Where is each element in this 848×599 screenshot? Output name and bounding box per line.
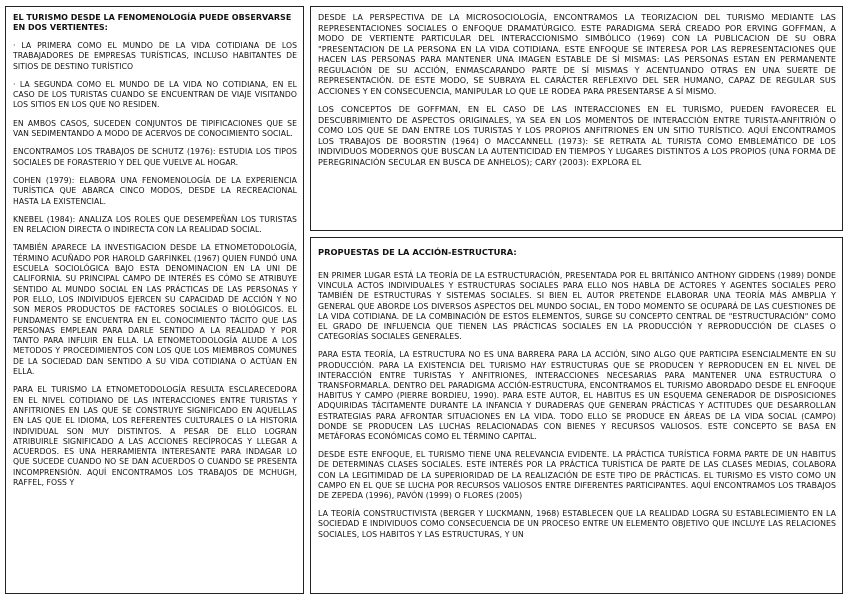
paragraph: TAMBIÉN APARECE LA INVESTIGACION DESDE LA ETNOMETODOLOGÍA, TÉRMINO ACUÑADO POR HAROLD GARFINKEL (1967) QUIEN FUNDÓ UNA ESCUELA SOCIOLÓGICA BAJO ESTA DENOMINACION EN LA UNI DE CALIFORNIA. SU PRINCIPAL CAMPO DE INTERÉS ES CÓMO SE ATRIBUYE SENTIDO AL MUNDO SOCIAL EN LAS PRÁCTICAS DE LAS PERSONAS Y POR ELLO, LOS INDIVIDUOS EJERCEN SU CAPACIDAD DE ACCIÓN Y NO SON MEROS PRODUCTOS DE FACTORES SOCIALES O BIOLÓGICOS. EL FUNDAMENTO SE ENCUENTRA EN EL CONOCIMIENTO TÁCITO QUE LAS PERSONAS EMPLEAN PARA DARLE SENTIDO A LA REALIDAD Y POR TANTO PARA INFLUIR EN ELLA. LA ETNOMETODOLOGÍA ALUDE A LOS METODOS Y PROCEDIMIENTOS CON LOS QUE LOS MIEMBROS COMUNES DE LA SOCIEDAD DAN SENTIDO A SU VIDA COTIDIANA O ACTÚAN EN ELLA. bbox=[13, 243, 297, 377]
left-column-box bbox=[5, 6, 304, 594]
section-heading-fenomenologia: EL TURISMO DESDE LA FENOMENOLOGÍA PUEDE OBSERVARSE EN DOS VERTIENTES: bbox=[13, 13, 292, 32]
paragraph: EN PRIMER LUGAR ESTÁ LA TEORÍA DE LA ESTRUCTURACIÓN, PRESENTADA POR EL BRITÁNICO ANTHONY GIDDENS (1989) DONDE VINCULA ACTOS INDIVIDUALES Y ESTRUCTURAS SOCIALES PARA ELLO NOS HABLA DE ACTORES Y AGENTES SOCIALES PERO TAMBIÉN DE ESTRUCTURAS Y SISTEMAS SOCIALES. SI BIEN EL AUTOR PRETENDE ELABORAR UNA TEORÍA MÁS AMBPLIA Y GENERAL QUE ABORDE LOS DIVERSOS ASPECTOS DEL MUNDO SOCIAL, EN TODO MOMENTO SE OCUPARÁ DE LAS CUESTIONES DE LA VIDA COTIDIANA. DE LA COMBINACIÓN DE ESTOS ELEMENTOS, SURGE SU CONCEPTO CENTRAL DE "ESTRUCTURACIÓN" COMO EL GRADO DE INFLUENCIA QUE TIENEN LAS PRÁCTICAS SOCIALES EN LA PRODUCCIÓN Y REPRODUCCIÓN DE CLASES O CATEGORÍAS SOCIALES GENERALES. bbox=[318, 271, 836, 342]
paragraph: PARA ESTA TEORÍA, LA ESTRUCTURA NO ES UNA BARRERA PARA LA ACCIÓN, SINO ALGO QUE PARTICIPA ESENCIALMENTE EN SU PRODUCCIÓN. PARA LA EXISTENCIA DEL TURISMO HAY ESTRUCTURAS QUE SE PRODUCEN Y REPRODUCEN EN EL NIVEL DE INTERACCIÓN ENTRE TURISTAS Y ANFITRIONES, INTERACCIONES NECESARIAS PARA MANTENER UNA ESTRUCTURA O TRANSFORMARLA. DENTRO DEL PARADIGMA ACCIÓN-ESTRUCTURA, ENCONTRAMOS EL TURISMO ABORDADO DESDE EL ENFOQUE HABITUS Y CAMPO (PIERRE BORDIEU, 1990). PARA ESTE AUTOR, EL HABITUS ES UN ESQUEMA GENERADOR DE DISPOSICIONES ADQUIRIDAS TÁCITAMENTE DURANTE LA INFANCIA Y DURADERAS QUE GENERAN PRÁCTICAS Y ACTITUDES QUE DESARROLLAN ESTRATEGIAS PARA AFRONTAR SITUACIONES EN LA VIDA. TODO ELLO SE PRODUCE EN ÁREAS DE LA VIDA SOCIAL (CAMPO) DONDE SE PRODUCEN LAS LUCHAS RELACIONADAS CON BIENES Y RECURSOS VALIOSOS. ESTE CONCEPTO SE BASA EN METÁFORAS ECONÓMICAS COMO EL TÉRMINO CAPITAL. bbox=[318, 350, 836, 442]
paragraph: DESDE ESTE ENFOQUE, EL TURISMO TIENE UNA RELEVANCIA EVIDENTE. LA PRÁCTICA TURÍSTICA FORMA PARTE DE UN HABITUS DE DETERMINAS CLASES SOCIALES. ESTE INTERÉS POR LA PRÁCTICA TURÍSTICA DE PARTE DE LAS CLASES MEDIAS, COLABORA CON LA LEGITIMIDAD DE LA SUPERIORIDAD DE LA REALIZACIÓN DE ESTE TIPO DE PRÁCTICAS. EL TURISMO ES VISTO COMO UN CAMPO EN EL QUE SE LUCHA POR RECURSOS VALIOSOS ENTRE DIFERENTES PARTICIPANTES. AQUÍ ENCONTRAMOS LOS TRABAJOS DE ZEPEDA (1996), PAVÓN (1999) O FLORES (2005) bbox=[318, 450, 836, 501]
paragraph: LOS CONCEPTOS DE GOFFMAN, EN EL CASO DE LAS INTERACCIONES EN EL TURISMO, PUEDEN FAVORECER EL DESCUBRIMIENTO DE ASPECTOS ORIGINALES, YA SEA EN LOS MOMENTOS DE INTERACCIÓN ENTRE TURISTA-ANFITRIÓN O COMO LOS QUE SE DAN ENTRE LOS TURISTAS Y LOS PROPIOS ANFITRIONES EN UN SITIO TURÍSTICO. AQUÍ ENCONTRAMOS LOS TRABAJOS DE BOORSTIN (1964) O MACCANNELL (1973): SE RETRATA AL TURISTA COMO EMBLEMÁTICO DE LOS INDIVIDUOS MODERNOS QUE BUSCAN LA AUTENTICIDAD EN TIEMPOS Y LUGARES DISTINTOS A LOS PROPIOS (UNA FORMA DE PEREGRINACIÓN SECULAR EN BUSCA DE ANHELOS); CARY (2003): EXPLORA EL bbox=[318, 104, 836, 167]
paragraph: DESDE LA PERSPECTIVA DE LA MICROSOCIOLOGÍA, ENCONTRAMOS LA TEORIZACION DEL TURISMO MEDIANTE LAS REPRESENTACIONES SOCIALES O ENFOQUE DRAMATÚRGICO. ESTE PARADIGMA SERÁ CREADO POR ERVING GOFFMAN, A MODO DE VERTIENTE PARTICULAR DEL INTERACCIONISMO SIMBÓLICO (1969) CON LA PUBLICACION DE SU OBRA "PRESENTACION DE LA PERSONA EN LA VIDA COTIDIANA. ESTE ENFOQUE SE INTERESA POR LAS REPRESENTACIONES QUE HACEN LAS PERSONAS PARA MANTENER UNA IMAGEN ESTABLE DE SÍ MISMAS: LAS PERSONAS ESTAN EN PERMANENTE REGULACIÓN DE SU ACCIÓN, ENMASCARANDO PARTE DE SÍ MISMAS Y ACENTUANDO OTRAS EN UNA SUERTE DE REPRESENTACIÓN. DE ESTE MODO, SE SUBRAYA EL CARÁCTER REFLEXIVO DEL SER HUMANO, CAPAZ DE REGULAR SUS ACCIONES Y EN CONSECUENCIA, MANIPULAR LO QUE LE RODEA PARA PRESENTARSE A SÍ MISMO. bbox=[318, 12, 836, 96]
section-heading-accion-estructura: PROPUESTAS DE LA ACCIÓN-ESTRUCTURA: bbox=[318, 247, 517, 257]
right-bottom-box bbox=[310, 237, 843, 594]
paragraph: ENCONTRAMOS LOS TRABAJOS DE SCHUTZ (1976): ESTUDIA LOS TIPOS SOCIALES DE FORASTERIO Y DEL QUE VUELVE AL HOGAR. bbox=[13, 147, 297, 167]
paragraph: PARA EL TURISMO LA ETNOMETODOLOGÍA RESULTA ESCLARECEDORA EN EL NIVEL COTIDIANO DE LAS INTERACCIONES ENTRE TURISTAS Y ANFITRIONES EN LAS QUE SE CONSTRUYE SIGNIFICADO EN AQUELLAS EN LAS QUE EL IDIOMA, LOS REFERENTES CULTURALES O LA HISTORIA INDIVIDUAL SON MUY DISTINTOS. A PESAR DE ELLO LOGRAN ATRIBUIRLE SIGNIFICADO A LAS ACCIONES RECÍPROCAS Y LLEGAR A ACUERDOS. ES UNA HERRAMIENTA INTERESANTE PARA INDAGAR LO QUE SUCEDE CUANDO NO SE DAN ACUERDOS O CUANDO SE PRESENTA INCOMPRENSIÓN. AQUÍ ENCONTRAMOS LOS TRABAJOS DE MCHUGH, RAFFEL, FOSS Y bbox=[13, 385, 297, 487]
paragraph: EN AMBOS CASOS, SUCEDEN CONJUNTOS DE TIPIFICACIONES QUE SE VAN SEDIMENTANDO A MODO DE ACERVOS DE CONOCIMIENTO SOCIAL. bbox=[13, 118, 297, 139]
right-top-box bbox=[310, 6, 843, 231]
paragraph: · LA PRIMERA COMO EL MUNDO DE LA VIDA COTIDIANA DE LOS TRABAJADORES DE EMPRESAS TURÍSTICAS, INCLUSO HABITANTES DE SITIOS DE DESTINO TURÍSTICO bbox=[13, 41, 297, 71]
paragraph: KNEBEL (1984): ANALIZA LOS ROLES QUE DESEMPEÑAN LOS TURISTAS EN RELACION DIRECTA O INDIRECTA CON LA REALIDAD SOCIAL. bbox=[13, 214, 297, 235]
paragraph: COHEN (1979): ELABORA UNA FENOMENOLOGÍA DE LA EXPERIENCIA TURÍSTICA QUE ABARCA CINCO MODOS, DESDE LA RECREACIONAL HASTA LA EXISTENCIAL. bbox=[13, 175, 297, 206]
paragraph: · LA SEGUNDA COMO EL MUNDO DE LA VIDA NO COTIDIANA, EN EL CASO DE LOS TURISTAS CUANDO SE ENCUENTRAN DE VIAJE VISITANDO LOS SITIOS EN LOS QUE NO RESIDEN. bbox=[13, 79, 297, 110]
paragraph: LA TEORÍA CONSTRUCTIVISTA (BERGER Y LUCKMANN, 1968) ESTABLECEN QUE LA REALIDAD LOGRA SU ESTABLECIMIENTO EN LA SOCIEDAD E INDIVIDUOS COMO CONSECUENCIA DE UN PROCESO ENTRE UN ELEMENTO OBJETIVO QUE INCLUYE LAS RELACIONES SOCIALES, LOS HABITOS Y LAS ESTRUCTURAS, Y UN bbox=[318, 509, 836, 539]
